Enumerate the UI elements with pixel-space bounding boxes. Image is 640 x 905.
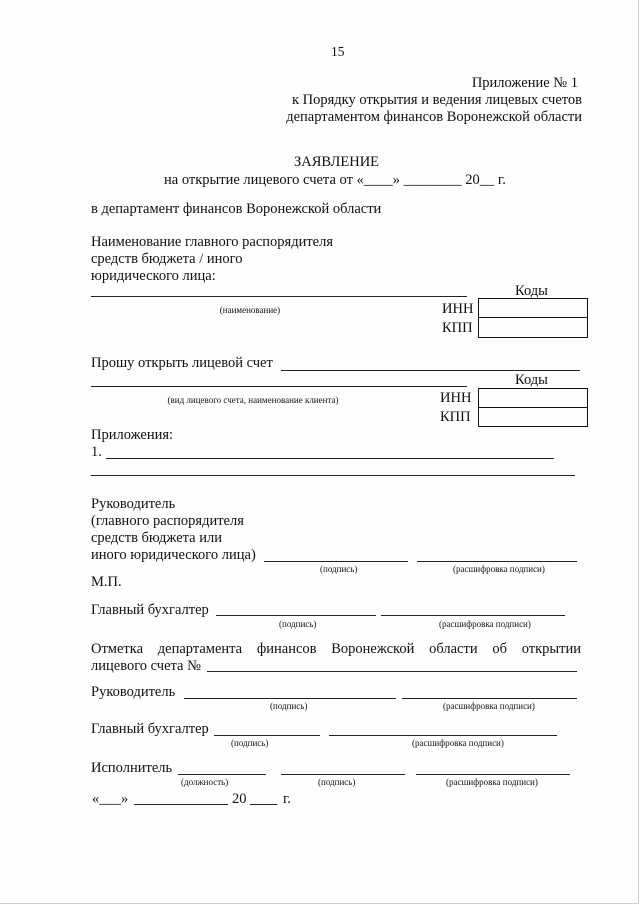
org-name-field[interactable] <box>91 296 467 297</box>
department-mark-line-2: лицевого счета № <box>91 658 201 674</box>
recipient-line: в департамент финансов Воронежской области <box>91 201 382 217</box>
head-decode-caption: (расшифровка подписи) <box>453 564 545 574</box>
org-label-line-2: средств бюджета / иного <box>91 251 243 267</box>
executor-sign-caption: (подпись) <box>318 777 356 787</box>
head-sign-field[interactable] <box>264 561 408 562</box>
org-kpp-box[interactable] <box>478 317 588 338</box>
request-field-2[interactable] <box>91 386 467 387</box>
head-2-decode-field[interactable] <box>402 698 577 699</box>
chief-accountant-2-decode-field[interactable] <box>329 735 557 736</box>
department-mark-word: об <box>492 641 507 657</box>
org-name-caption: (наименование) <box>219 305 281 315</box>
head-sign-caption: (подпись) <box>320 564 358 574</box>
org-kpp-label: КПП <box>442 320 473 336</box>
executor-position-caption: (должность) <box>181 777 229 787</box>
department-mark-word: финансов <box>256 641 317 657</box>
chief-accountant-1-sign-field[interactable] <box>216 615 376 616</box>
document-subtitle: на открытие лицевого счета от «____» ________ 20__ г. <box>164 172 506 188</box>
head-2-sign-field[interactable] <box>184 698 396 699</box>
executor-position-field[interactable] <box>178 774 266 775</box>
chief-accountant-2-decode-caption: (расшифровка подписи) <box>412 738 504 748</box>
request-label: Прошу открыть лицевой счет <box>91 355 273 371</box>
department-mark-word: департамента <box>157 641 243 657</box>
appendix-line-3: департаментом финансов Воронежской области <box>286 109 582 125</box>
org-inn-label: ИНН <box>442 301 474 317</box>
request-caption: (вид лицевого счета, наименование клиента) <box>167 395 339 405</box>
chief-accountant-2-sign-field[interactable] <box>214 735 320 736</box>
chief-accountant-1-sign-caption: (подпись) <box>279 619 317 629</box>
executor-label: Исполнитель <box>91 760 173 776</box>
attachments-label: Приложения: <box>91 427 174 443</box>
head-line-1: Руководитель <box>91 496 176 512</box>
attachment-item-2-field[interactable] <box>91 475 575 476</box>
department-mark-line-1 <box>91 641 581 658</box>
document-title: ЗАЯВЛЕНИЕ <box>294 154 380 170</box>
head-line-2: (главного распорядителя <box>91 513 244 529</box>
page-number: 15 <box>331 44 345 59</box>
executor-decode-caption: (расшифровка подписи) <box>446 777 538 787</box>
org-codes-title: Коды <box>515 283 548 299</box>
head-2-label: Руководитель <box>91 684 176 700</box>
org-label-line-3: юридического лица: <box>91 268 216 284</box>
request-kpp-box[interactable] <box>478 407 588 427</box>
account-number-field[interactable] <box>207 671 577 672</box>
seal-label: М.П. <box>91 574 122 590</box>
request-inn-label: ИНН <box>440 390 472 406</box>
department-mark-word: области <box>429 641 478 657</box>
request-kpp-label: КПП <box>440 409 471 425</box>
date-year-prefix: 20 <box>232 791 247 807</box>
request-codes-title: Коды <box>515 372 548 388</box>
department-mark-word: Отметка <box>91 641 144 657</box>
org-inn-box[interactable] <box>478 298 588 318</box>
date-day-field[interactable]: «___» <box>92 791 129 807</box>
executor-sign-field[interactable] <box>281 774 405 775</box>
appendix-title: Приложение № 1 <box>471 75 578 91</box>
head-decode-field[interactable] <box>417 561 577 562</box>
chief-accountant-2-label: Главный бухгалтер <box>91 721 209 737</box>
request-inn-box[interactable] <box>478 388 588 408</box>
department-mark-word: Воронежской <box>331 641 415 657</box>
request-field-1[interactable] <box>281 370 580 371</box>
date-month-field[interactable] <box>134 804 228 805</box>
department-mark-word: открытии <box>521 641 581 657</box>
chief-accountant-1-decode-field[interactable] <box>381 615 565 616</box>
chief-accountant-1-label: Главный бухгалтер <box>91 602 209 618</box>
chief-accountant-2-sign-caption: (подпись) <box>231 738 269 748</box>
appendix-line-2: к Порядку открытия и ведения лицевых счетов <box>291 92 582 108</box>
chief-accountant-1-decode-caption: (расшифровка подписи) <box>439 619 531 629</box>
attachment-item-1-number: 1. <box>91 444 102 460</box>
executor-decode-field[interactable] <box>416 774 570 775</box>
head-2-decode-caption: (расшифровка подписи) <box>443 701 535 711</box>
org-label-line-1: Наименование главного распорядителя <box>91 234 334 250</box>
date-year-suffix: г. <box>283 791 291 807</box>
head-line-4: иного юридического лица) <box>91 547 256 563</box>
date-year-field[interactable] <box>250 804 277 805</box>
head-2-sign-caption: (подпись) <box>270 701 308 711</box>
head-line-3: средств бюджета или <box>91 530 222 546</box>
attachment-item-1-field[interactable] <box>106 458 554 459</box>
